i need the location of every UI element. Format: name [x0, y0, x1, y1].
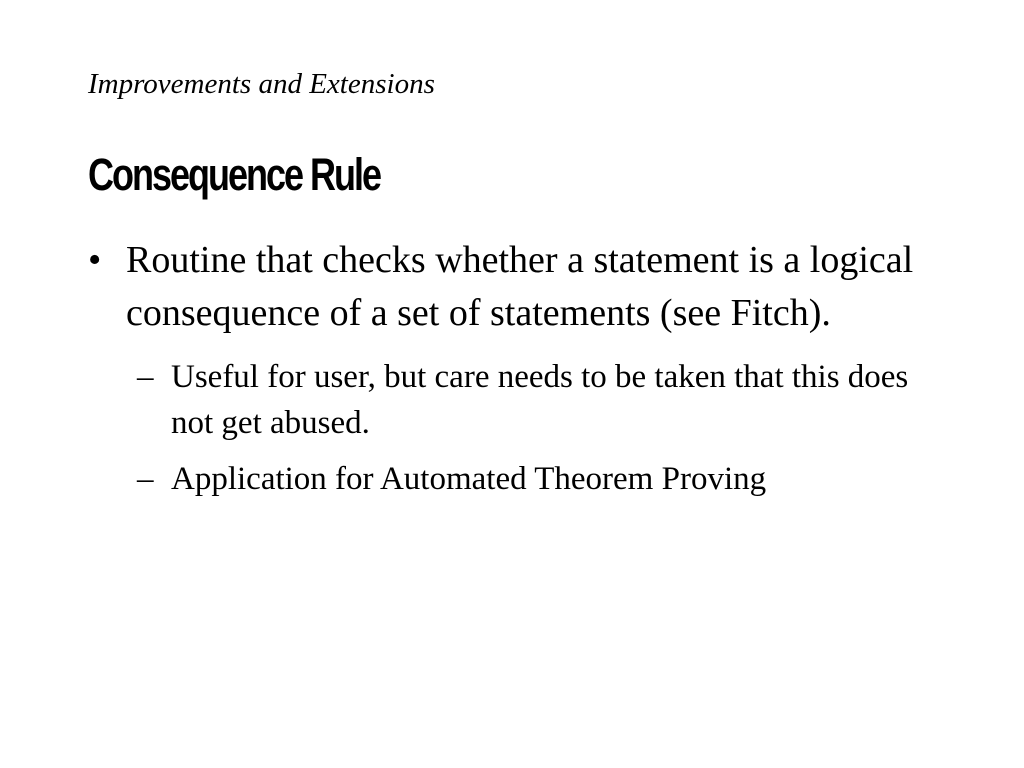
bullet-marker: • [88, 239, 102, 281]
section-label: Improvements and Extensions [88, 68, 435, 100]
bullet-item [88, 234, 968, 502]
sub-bullet-list [126, 354, 968, 502]
sub-bullet-item [126, 354, 931, 446]
bullet-text: Routine that checks whether a statement is a logical consequence of a set of statements (see Fitch). [126, 239, 914, 334]
sub-bullet-marker: – [137, 359, 154, 395]
slide-title: Consequence Rule [88, 149, 381, 200]
sub-bullet-text: Application for Automated Theorem Proving [171, 461, 767, 497]
sub-bullet-item [126, 456, 931, 502]
bullet-list [88, 234, 968, 512]
sub-bullet-marker: – [137, 461, 154, 497]
sub-bullet-text: Useful for user, but care needs to be taken that this does not get abused. [171, 359, 909, 441]
